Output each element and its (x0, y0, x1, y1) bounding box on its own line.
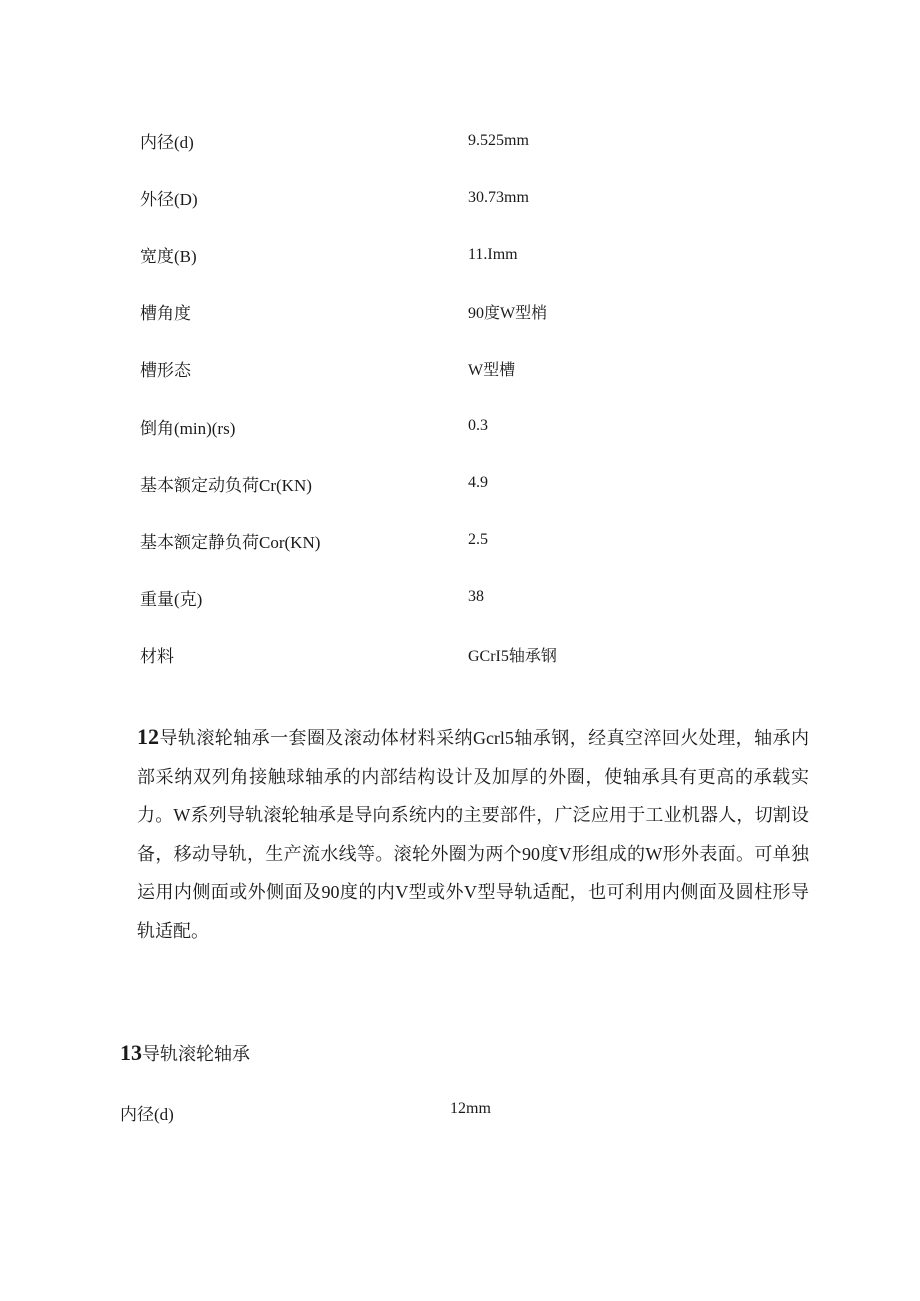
section-spec-row (120, 1100, 620, 1125)
spec-label: 槽角度 (140, 304, 191, 324)
spec-value: 2.5 (468, 531, 488, 549)
spec-row (140, 569, 840, 626)
spec-value: 30.73mm (468, 188, 529, 206)
spec-value: 11.Imm (468, 245, 518, 263)
paragraph-text: 导轨滚轮轴承一套圈及滚动体材料采纳Gcrl5轴承钢，经真空淬回火处理，轴承内部采纳双列角接触球轴承的内部结构设计及加厚的外圈，使轴承具有更高的承载实力。W系列导轨滚轮轴承是导向系统内的主要部件，广泛应用于工业机器人，切割设备，移动导轨，生产流水线等。滚轮外圈为两个90度V形组成的W形外表面。可单独运用内侧面或外侧面及90度的内V型或外V型导轨适配，也可利用内侧面及圆柱形导轨适配。 (137, 728, 809, 941)
spec-label: 内径(d) (140, 133, 194, 153)
spec-row (140, 169, 840, 226)
spec-row (140, 112, 840, 169)
spec-row (140, 340, 840, 397)
spec-row (140, 283, 840, 340)
section-title-text: 导轨滚轮轴承 (142, 1044, 250, 1064)
spec-row (140, 512, 840, 569)
spec-value: 12mm (450, 1100, 491, 1117)
spec-value: 0.3 (468, 417, 488, 435)
spec-table (140, 112, 840, 683)
spec-row (140, 455, 840, 512)
spec-row (140, 626, 840, 683)
spec-value: GCrI5轴承钢 (468, 647, 557, 665)
spec-label: 重量(克) (140, 589, 203, 609)
spec-label: 基本额定静负荷Cor(KN) (140, 532, 321, 552)
spec-label: 外径(D) (140, 190, 198, 210)
spec-label: 宽度(B) (140, 247, 197, 267)
spec-label: 倒角(min)(rs) (140, 418, 236, 438)
spec-label: 槽形态 (140, 361, 191, 381)
description-paragraph (137, 718, 809, 950)
section-number: 13 (120, 1040, 142, 1065)
spec-value: W型槽 (468, 362, 516, 380)
spec-value: 9.525mm (468, 131, 529, 149)
spec-label: 基本额定动负荷Cr(KN) (140, 475, 312, 495)
spec-row (140, 397, 840, 454)
paragraph-number: 12 (137, 724, 159, 749)
spec-label: 材料 (140, 646, 174, 666)
spec-label: 内径(d) (120, 1105, 174, 1124)
spec-value: 38 (468, 588, 484, 606)
spec-value: 90度W型梢 (468, 305, 548, 323)
spec-row (140, 226, 840, 283)
section-heading (120, 1040, 250, 1066)
spec-value: 4.9 (468, 474, 488, 492)
